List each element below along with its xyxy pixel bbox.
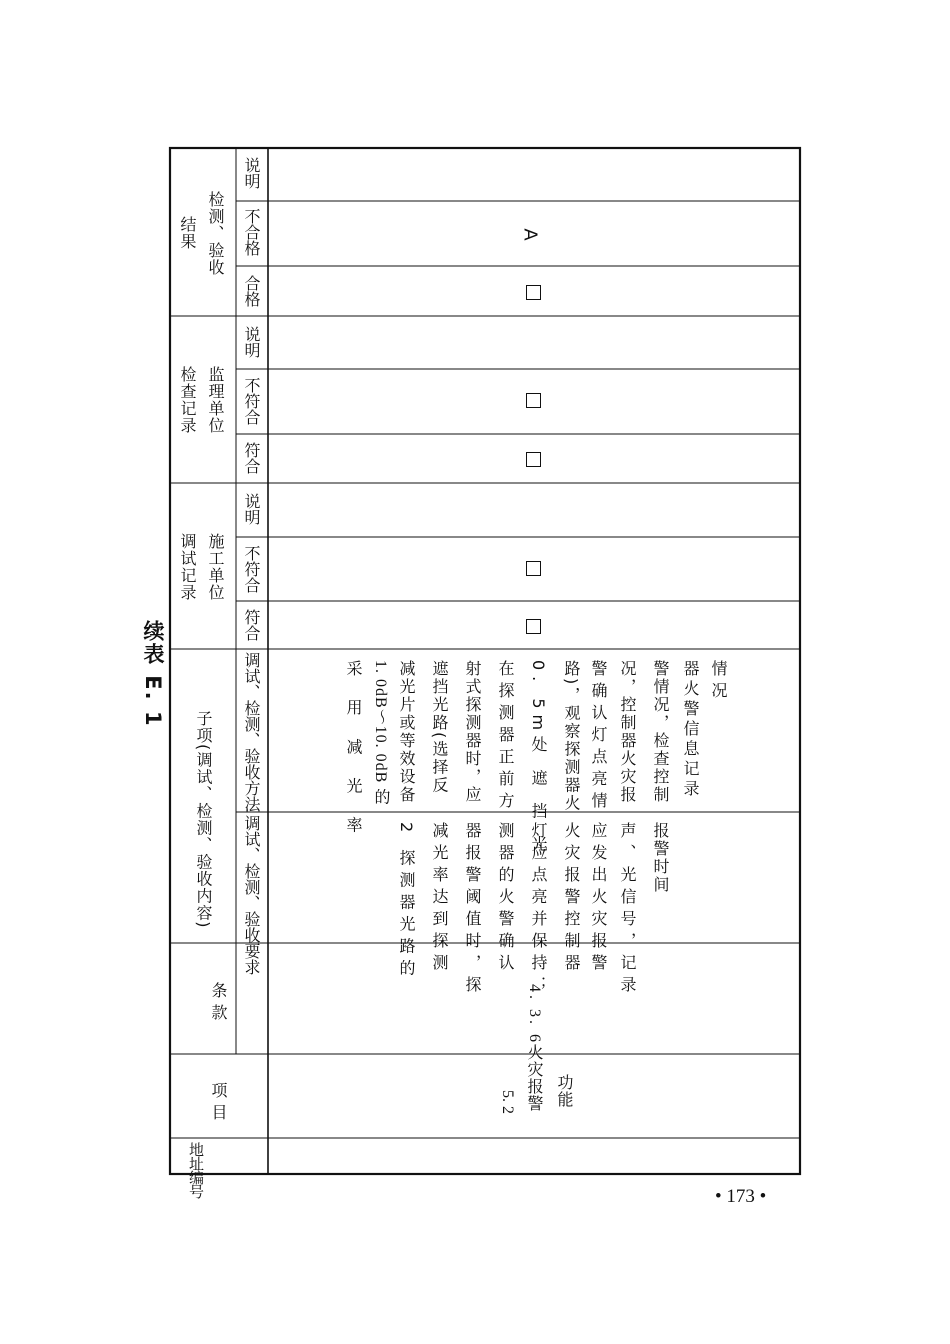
header-construction-nonconform: 不符合 bbox=[242, 545, 261, 593]
method-line: 0. 5m处 遮 挡 光 bbox=[529, 660, 548, 858]
requirement-line: 声、光信号，记录 bbox=[618, 822, 637, 998]
requirement-line: 应发出火灾报警 bbox=[589, 822, 608, 976]
method-line: 路)，观察探测器火 bbox=[562, 660, 581, 813]
header-subitem-group: 子项(调试、检测、验收内容) bbox=[194, 710, 213, 929]
table-outer-border bbox=[170, 148, 800, 1174]
supervision-conform-checkbox[interactable] bbox=[526, 452, 541, 467]
requirement-line: 火灾报警控制器 bbox=[562, 822, 581, 976]
header-supervision-note: 说明 bbox=[242, 326, 261, 358]
supervision-nonconform-checkbox[interactable] bbox=[526, 393, 541, 408]
item-name-line-2: 功能 bbox=[555, 1074, 574, 1108]
requirement-line: 器报警阈值时，探 bbox=[463, 822, 482, 998]
header-construction-group: 施工单位 调试记录 bbox=[178, 533, 225, 601]
method-line: 射式探测器时，应 bbox=[463, 660, 482, 804]
inspection-qualified-checkbox[interactable] bbox=[526, 285, 541, 300]
unqualified-mark: A bbox=[519, 228, 541, 241]
header-subitem-method: 调试、检测、验收方法 bbox=[242, 652, 261, 812]
header-supervision-conform: 符合 bbox=[242, 442, 261, 474]
requirement-line: 2 探测器光路的 bbox=[397, 822, 416, 982]
header-inspection-group: 检测、验收 结果 bbox=[178, 190, 225, 276]
method-line: 警确认灯点亮情 bbox=[589, 660, 608, 814]
method-line: 警情况，检查控制 bbox=[651, 660, 670, 804]
method-line: 遮挡光路(选择反 bbox=[430, 660, 449, 795]
construction-conform-checkbox[interactable] bbox=[526, 619, 541, 634]
header-inspection-qualified: 合格 bbox=[242, 275, 261, 307]
item-number: 5. 2 bbox=[499, 1090, 516, 1114]
requirement-line: 报警时间 bbox=[651, 822, 670, 894]
header-inspection-note: 说明 bbox=[242, 157, 261, 189]
method-line: 在探测器正前方 bbox=[496, 660, 515, 814]
header-subitem-requirement: 调试、检测、验收要求 bbox=[242, 815, 261, 975]
method-line: 况，控制器火灾报 bbox=[618, 660, 637, 804]
method-line: 情况 bbox=[709, 660, 728, 704]
header-clause: 条款 bbox=[209, 982, 228, 1026]
requirement-line: 灯应点亮并保持； bbox=[529, 822, 548, 998]
requirement-line: 测器的火警确认 bbox=[496, 822, 515, 976]
header-address-no: 地址编号 bbox=[187, 1142, 205, 1198]
method-line: 1. 0dB～10. 0dB 的 bbox=[372, 660, 389, 806]
header-inspection-unqualified: 不合格 bbox=[242, 208, 261, 256]
header-item: 项目 bbox=[209, 1082, 228, 1126]
construction-nonconform-checkbox[interactable] bbox=[526, 561, 541, 576]
clause-number: 4. 3. 6 bbox=[526, 984, 543, 1045]
requirement-line: 减光率达到探测 bbox=[430, 822, 449, 976]
method-line: 器火警信息记录 bbox=[681, 660, 700, 800]
header-supervision-group: 监理单位 检查记录 bbox=[178, 366, 225, 434]
method-line: 采 用 减 光 率 bbox=[344, 660, 363, 842]
header-supervision-nonconform: 不符合 bbox=[242, 377, 261, 425]
page-title: 续表 E. 1 bbox=[141, 620, 165, 728]
method-line: 减光片或等效设备 bbox=[397, 660, 416, 804]
item-name-line-1: 火灾报警 bbox=[525, 1044, 544, 1112]
page-number: • 173 • bbox=[715, 1186, 767, 1207]
header-construction-note: 说明 bbox=[242, 493, 261, 525]
header-construction-conform: 符合 bbox=[242, 609, 261, 641]
